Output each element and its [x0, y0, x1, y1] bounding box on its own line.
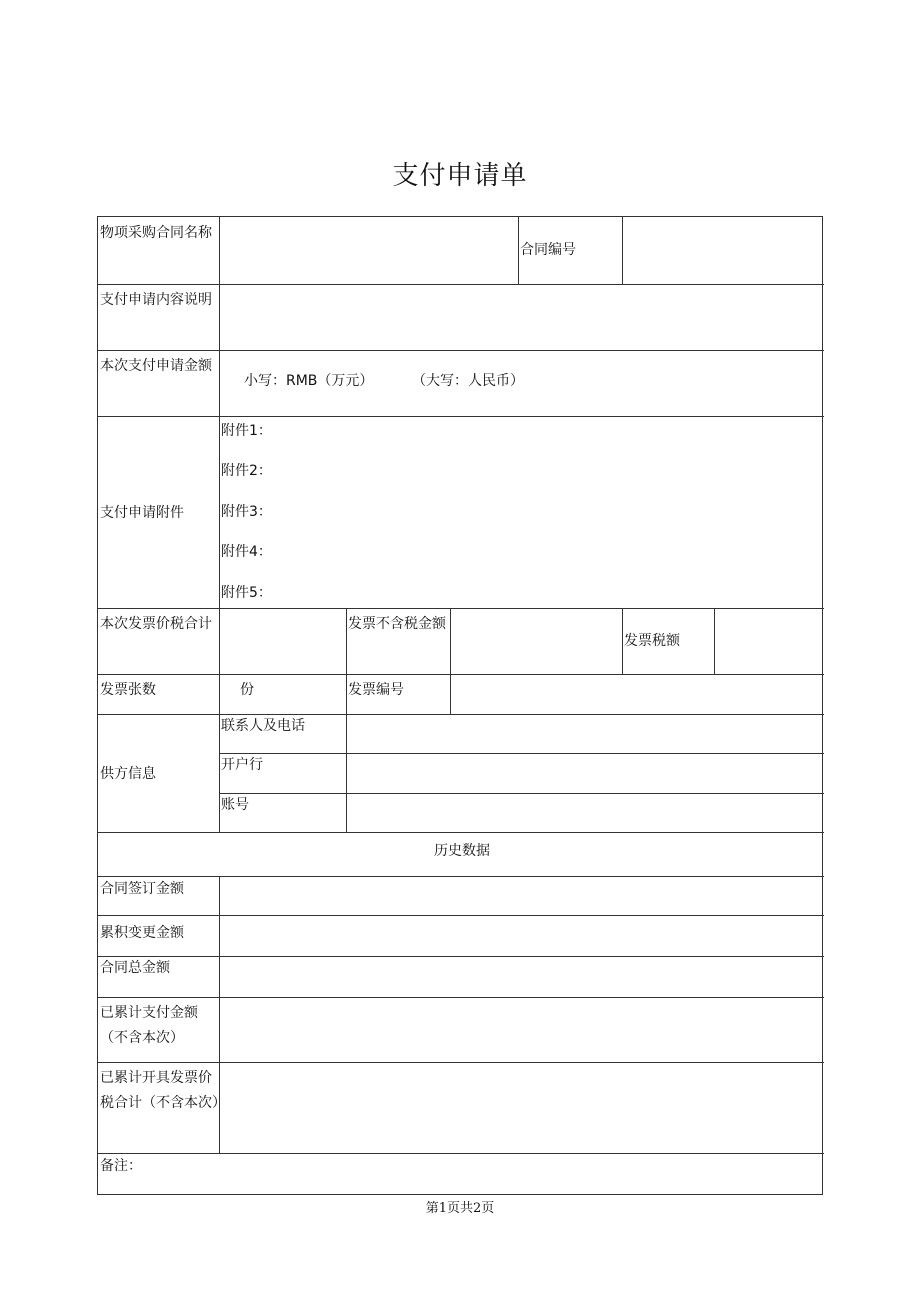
contract-name-field[interactable]: [219, 217, 518, 284]
signed-amount-label: 合同签订金额: [100, 881, 184, 897]
invoice-total-label: 本次发票价税合计: [100, 616, 212, 632]
paid-amount-field[interactable]: [219, 997, 824, 1062]
invoice-no-field[interactable]: [450, 674, 824, 714]
attachment-3: 附件3：: [221, 504, 272, 520]
content-label: 支付申请内容说明: [100, 292, 212, 308]
supplier-account-label: 账号: [221, 797, 249, 813]
supplier-contact-field[interactable]: [346, 714, 824, 753]
invoice-tax-label: 发票税额: [624, 633, 680, 649]
change-amount-label: 累积变更金额: [100, 925, 184, 941]
supplier-bank-field[interactable]: [346, 753, 824, 793]
page-footer: 第1页共2页: [425, 1201, 495, 1216]
contract-no-field[interactable]: [622, 217, 824, 284]
attachment-5: 附件5：: [221, 585, 272, 601]
attachment-4: 附件4：: [221, 544, 272, 560]
supplier-contact-label: 联系人及电话: [221, 718, 305, 734]
invoice-total-field[interactable]: [219, 608, 346, 674]
amount-label: 本次支付申请金额: [100, 358, 212, 374]
content-field[interactable]: [219, 284, 824, 350]
signed-amount-field[interactable]: [219, 876, 824, 915]
attachment-2: 附件2：: [221, 463, 272, 479]
invoiced-amount-field[interactable]: [219, 1062, 824, 1153]
supplier-account-field[interactable]: [346, 793, 824, 832]
invoice-count-unit: 份: [240, 682, 254, 698]
supplier-bank-label: 开户行: [221, 757, 263, 773]
change-amount-field[interactable]: [219, 915, 824, 956]
supplier-label: 供方信息: [100, 766, 156, 782]
page-title: 支付申请单: [392, 161, 528, 191]
invoice-count-label: 发票张数: [100, 682, 156, 698]
invoice-tax-field[interactable]: [714, 608, 824, 674]
contract-name-label: 物项采购合同名称: [100, 225, 212, 241]
attachment-1: 附件1：: [221, 423, 272, 439]
invoice-no-label: 发票编号: [348, 682, 404, 698]
contract-no-label: 合同编号: [520, 242, 576, 258]
attachments-label: 支付申请附件: [100, 505, 184, 521]
invoiced-amount-label: 已累计开具发票价税合计（不含本次）: [100, 1070, 226, 1111]
amount-small-label: 小写：RMB（万元）: [244, 373, 374, 389]
remarks-label: 备注：: [100, 1158, 142, 1174]
invoice-excl-tax-label: 发票不含税金额: [348, 616, 446, 632]
paid-amount-label: 已累计支付金额（不含本次）: [100, 1005, 198, 1046]
total-amount-field[interactable]: [219, 956, 824, 997]
total-amount-label: 合同总金额: [100, 960, 170, 976]
history-header: 历史数据: [434, 843, 490, 859]
payment-request-form: [97, 216, 823, 1195]
invoice-excl-tax-field[interactable]: [450, 608, 622, 674]
amount-big-label: （大写：人民币）: [412, 373, 524, 389]
